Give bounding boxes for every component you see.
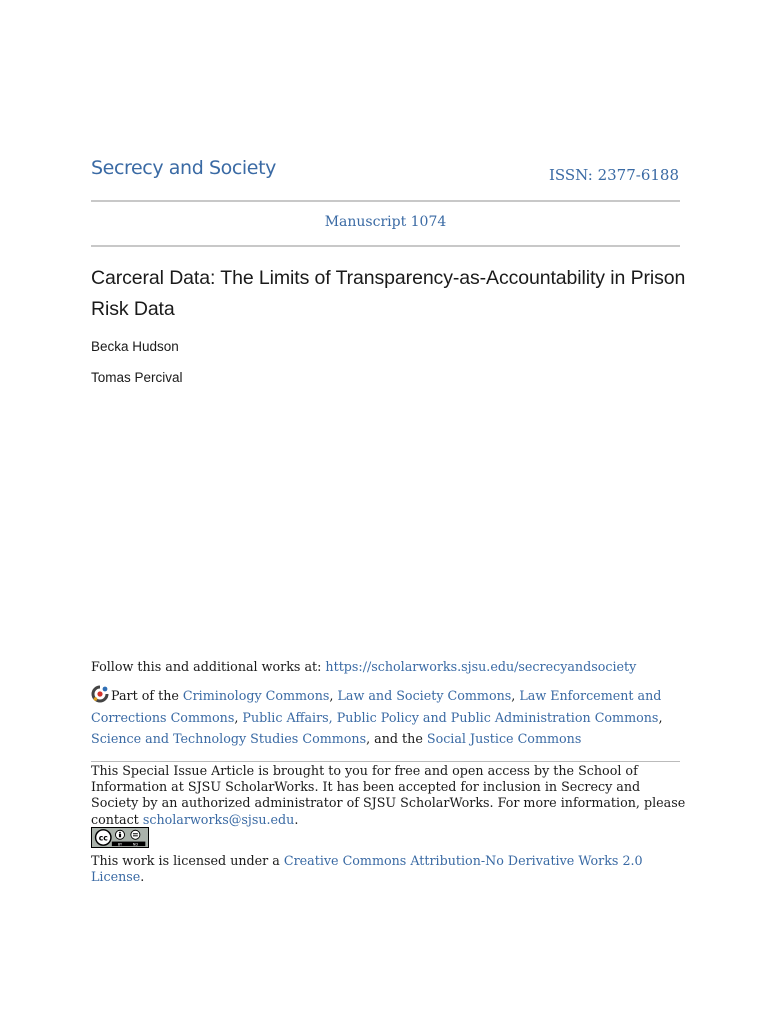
- notice-text: This Special Issue Article is brought to you for free and open access by the School of Information at SJSU ScholarWorks. It has been accepted for inclusion in Secrecy and Society by an authorized administrator of SJSU ScholarWorks. For more information, please contact: [91, 763, 686, 827]
- and-the-text: , and the: [366, 731, 427, 746]
- follow-line: [91, 659, 691, 674]
- license-end: .: [140, 869, 145, 885]
- separator: ,: [658, 709, 663, 725]
- cc-mark: cc: [98, 833, 108, 843]
- commons-link-social-justice[interactable]: Social Justice Commons: [426, 731, 582, 746]
- author-name: Becka Hudson: [91, 339, 179, 354]
- commons-link-law-and-society[interactable]: Law and Society Commons: [337, 688, 512, 703]
- commons-link-criminology[interactable]: Criminology Commons: [182, 688, 330, 703]
- article-title: Carceral Data: The Limits of Transparency-as-Accountability in Prison Risk Data: [91, 267, 686, 320]
- collection-url-link[interactable]: https://scholarworks.sjsu.edu/secrecyandsociety: [325, 659, 637, 674]
- license-link[interactable]: Creative Commons Attribution-No Derivative Works 2.0 License: [91, 853, 643, 885]
- header-divider: [91, 200, 680, 202]
- commons-link-science-technology[interactable]: Science and Technology Studies Commons: [91, 731, 367, 746]
- by-mark: BY: [117, 842, 123, 847]
- issn: ISSN: 2377-6188: [548, 166, 679, 184]
- commons-link-law-enforcement[interactable]: Law Enforcement and Corrections Commons: [91, 688, 662, 725]
- nd-mark: ND: [132, 842, 138, 847]
- network-commons-icon: [91, 685, 109, 703]
- manuscript-number: Manuscript 1074: [324, 214, 447, 230]
- separator: ,: [234, 709, 243, 725]
- access-notice: [91, 763, 691, 828]
- follow-text: Follow this and additional works at:: [91, 659, 326, 674]
- cc-by-nd-license-icon[interactable]: [91, 827, 149, 848]
- header-divider-lower: [91, 245, 680, 247]
- contact-email-link[interactable]: scholarworks@sjsu.edu: [142, 811, 295, 827]
- license-prefix: This work is licensed under a: [91, 853, 284, 868]
- notice-divider: [91, 761, 680, 762]
- author-name: Tomas Percival: [91, 370, 183, 385]
- notice-end: .: [294, 811, 299, 827]
- part-of-prefix: Part of the: [111, 688, 183, 703]
- separator: ,: [511, 688, 520, 703]
- commons-link-public-affairs[interactable]: Public Affairs, Public Policy and Public Administration Commons: [242, 709, 659, 725]
- journal-title-link[interactable]: Secrecy and Society: [91, 157, 276, 179]
- disciplines-list: [91, 685, 691, 750]
- separator: ,: [329, 688, 338, 703]
- license-statement: [91, 853, 691, 885]
